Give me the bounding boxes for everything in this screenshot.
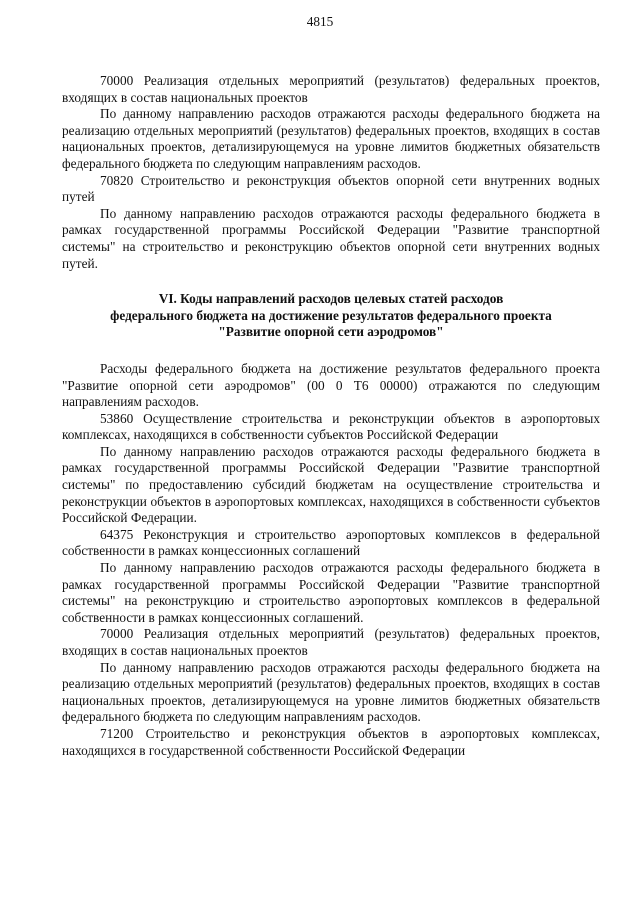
paragraph-53860-title: 53860 Осуществление строительства и реконструкции объектов в аэропортовых комплексах, находящихся в собственности субъектов Российской Федерации xyxy=(62,410,600,443)
document-body xyxy=(62,73,600,759)
paragraph-71200-title: 71200 Строительство и реконструкция объектов в аэропортовых комплексах, находящихся в государственной собственности Российской Федерации xyxy=(62,725,600,758)
paragraph-70000-description-2: По данному направлению расходов отражаются расходы федерального бюджета на реализацию отдельных мероприятий (результатов) федеральных проектов, входящих в состав национальных проектов, детализирующемуся на уровне лимитов бюджетных обязательств федерального бюджета по следующим направлениям расходов. xyxy=(62,659,600,725)
paragraph-70000-title-2: 70000 Реализация отдельных мероприятий (результатов) федеральных проектов, входящих в состав национальных проектов xyxy=(62,626,600,658)
paragraph-70820-title: 70820 Строительство и реконструкция объектов опорной сети внутренних водных путей xyxy=(62,172,600,205)
paragraph-70820-description: По данному направлению расходов отражаются расходы федерального бюджета в рамках государственной программы Российской Федерации "Развитие транспортной системы" на строительство и реконструкцию объектов опорной сети внутренних водных путей. xyxy=(62,205,600,271)
paragraph-70000-description: По данному направлению расходов отражаются расходы федерального бюджета на реализацию отдельных мероприятий (результатов) федеральных проектов, входящих в состав национальных проектов, детализирующемуся на уровне лимитов бюджетных обязательств федерального бюджета по следующим направлениям расходов. xyxy=(62,106,600,171)
paragraph-section-intro: Расходы федерального бюджета на достижение результатов федерального проекта "Развитие опорной сети аэродромов" (00 0 Т6 00000) отражаются по следующим направлениям расходов. xyxy=(62,360,600,410)
section-heading xyxy=(62,291,600,341)
page-number: 4815 xyxy=(306,14,334,29)
section-heading-line-1: VI. Коды направлений расходов целевых статей расходов xyxy=(158,291,504,307)
paragraph-64375-description: По данному направлению расходов отражаются расходы федерального бюджета в рамках государственной программы Российской Федерации "Развитие транспортной системы" на реконструкцию и строительство аэропортовых комплексов в федеральной собственности в рамках концессионных соглашений. xyxy=(62,560,600,625)
paragraph-70000-title: 70000 Реализация отдельных мероприятий (результатов) федеральных проектов, входящих в состав национальных проектов xyxy=(62,73,600,105)
paragraph-53860-description: По данному направлению расходов отражаются расходы федерального бюджета в рамках государственной программы Российской Федерации "Развитие транспортной системы" по предоставлению субсидий бюджетам на осуществление строительства и реконструкции объектов в аэропортовых комплексах, находящихся в собственности субъектов Российской Федерации. xyxy=(62,443,600,526)
section-heading-line-3: "Развитие опорной сети аэродромов" xyxy=(218,324,444,340)
section-heading-line-2: федерального бюджета на достижение результатов федерального проекта xyxy=(110,307,552,323)
paragraph-64375-title: 64375 Реконструкция и строительство аэропортовых комплексов в федеральной собственности в рамках концессионных соглашений xyxy=(62,526,600,559)
